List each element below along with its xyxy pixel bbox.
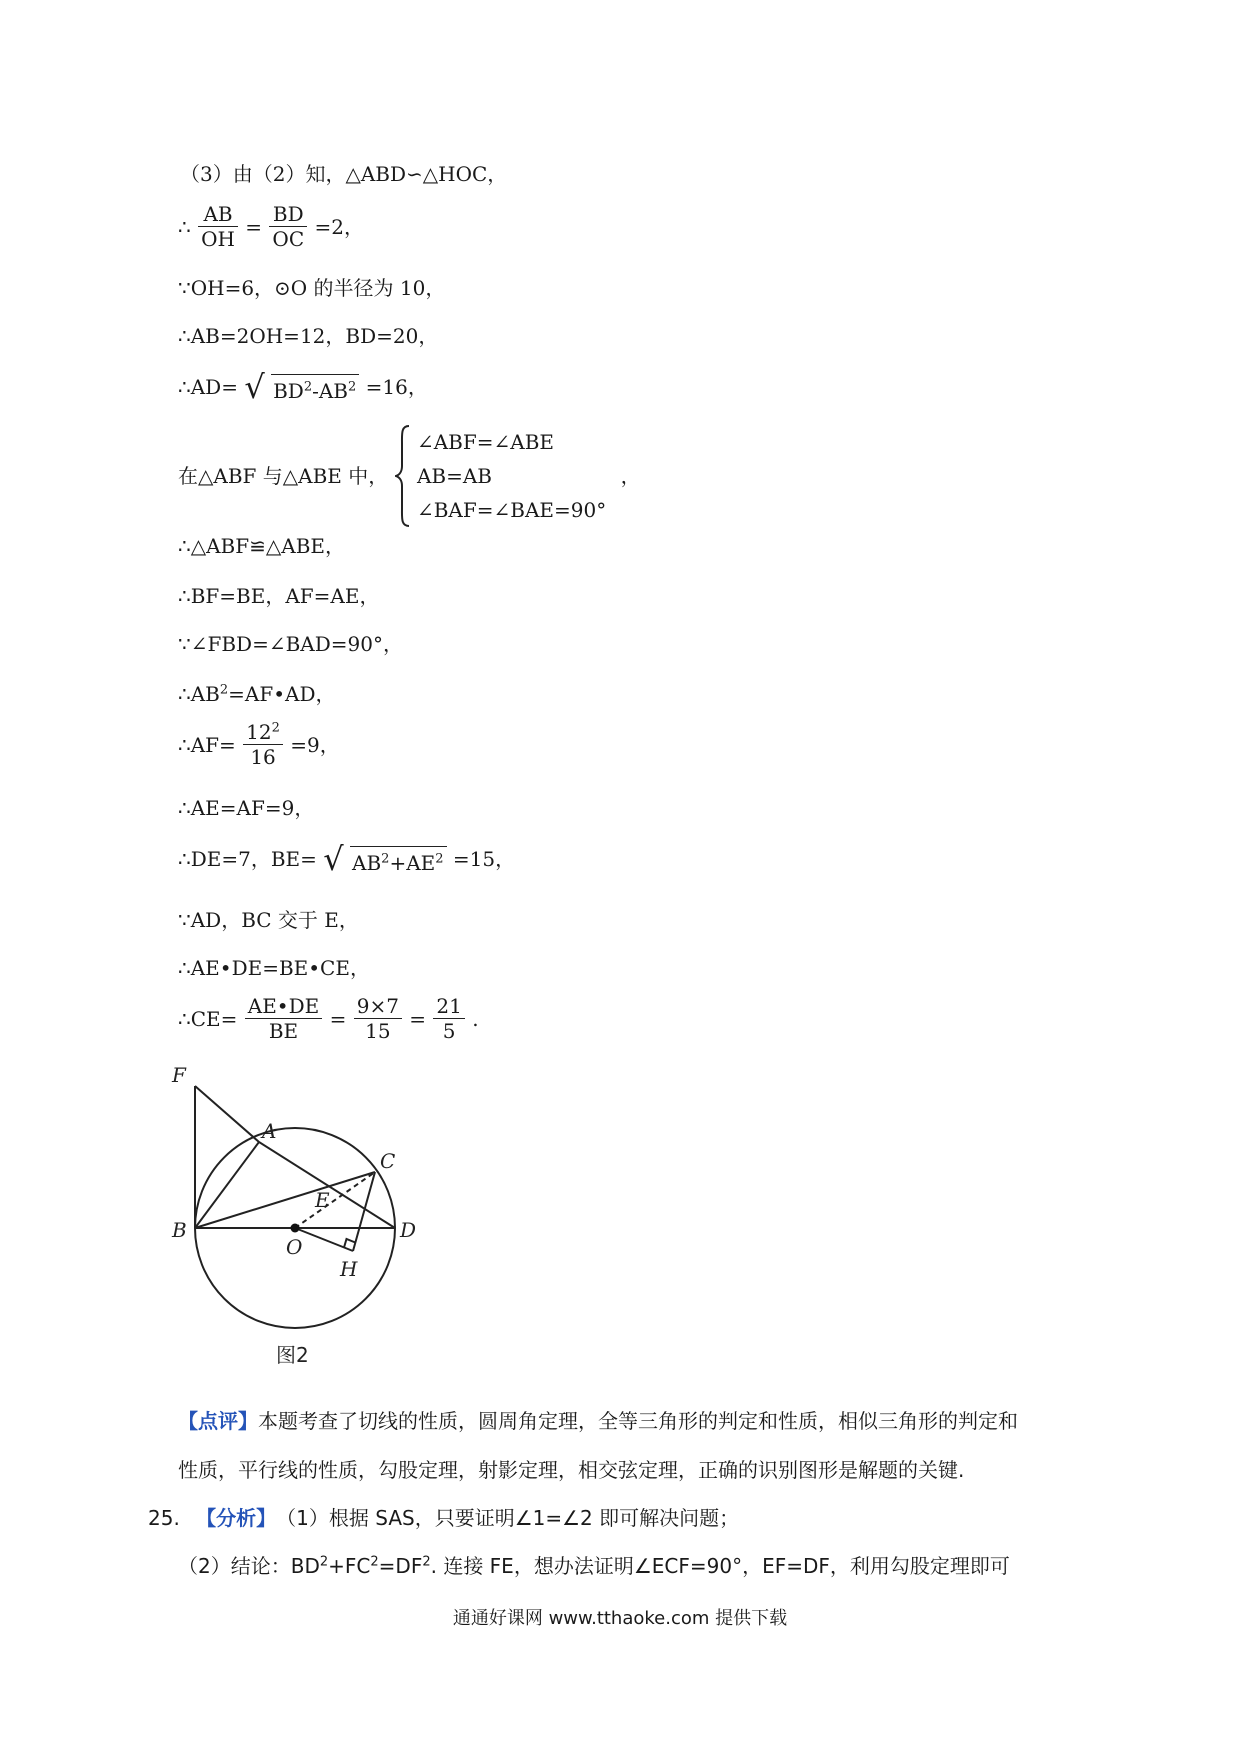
solution-line-13: ∴DE=7，BE= √ $AB^2+AE^2 =15$， <box>178 840 516 878</box>
solution-line-2: ∴ $\frac{AB}{OH}$ = $\frac{BD}{OC}$ =2， <box>178 202 364 251</box>
radical-sign-icon: √ <box>244 368 265 406</box>
label-f: F <box>172 1063 186 1087</box>
label-e: E <box>315 1188 330 1212</box>
segment-ad <box>259 1142 395 1228</box>
solution-line-11: ∴AF= $\frac{12^2}{16}$ =9， <box>178 720 340 769</box>
equation-system: ∠ABF=∠ABE AB=AB ∠BAF=∠BAE=90° <box>416 430 607 522</box>
solution-line-4: ∴AB=2OH=12，BD=20， <box>178 323 439 348</box>
solution-line-16: ∴CE= $\frac{AE•DE}{BE}$ = $\frac{9\times 7}{15}$ = $\frac{21}{5}$ . <box>178 994 479 1043</box>
fraction-12sq-16: $\frac{12^2}{16}$ <box>243 720 283 769</box>
solution-line-14: ∵AD，BC 交于 E， <box>178 907 359 932</box>
solution-line-8: ∴BF=BE，AF=AE， <box>178 583 380 608</box>
center-point-o <box>291 1224 300 1233</box>
analysis-tag: 【分析】 <box>196 1505 277 1530</box>
solution-line-10: $\therefore AB^2=AF•AD$， <box>178 681 336 706</box>
square-root: √ $AB^2+AE^2$ <box>323 842 446 876</box>
segment-ch <box>353 1172 375 1251</box>
fraction-21-5: $\frac{21}{5}$ <box>433 994 464 1043</box>
radical-sign-icon: √ <box>323 840 344 878</box>
fraction-bd-oc: $\frac{BD}{OC}$ <box>269 202 307 251</box>
solution-line-3: ∵OH=6，⊙O 的半径为 10， <box>178 275 446 300</box>
question-number: 25. <box>148 1505 180 1530</box>
geometry-figure <box>170 1062 440 1372</box>
comment-line-2: 性质，平行线的性质，勾股定理，射影定理，相交弦定理，正确的识别图形是解题的关键. <box>178 1457 965 1482</box>
solution-line-1: （3）由（2）知，△ABD∽△HOC， <box>180 161 508 186</box>
figure-caption: 图2 <box>276 1343 309 1367</box>
label-h: H <box>340 1257 358 1281</box>
fraction-9x7-15: $\frac{9\times 7}{15}$ <box>354 994 402 1043</box>
q25-line-2: （2）结论：$BD^2+FC^2=DF^2$. 连接 FE，想办法证明∠ECF=90°，EF=DF，利用勾股定理即可 <box>178 1553 1010 1578</box>
page-footer: 通通好课网 www.tthaoke.com 提供下载 <box>452 1608 788 1629</box>
fraction-ae-de-be: $\frac{AE•DE}{BE}$ <box>245 994 322 1043</box>
solution-line-15: ∴AE•DE=BE•CE， <box>178 955 370 980</box>
segment-fa <box>195 1086 259 1142</box>
left-brace-icon <box>395 424 411 528</box>
label-c: C <box>380 1149 396 1173</box>
label-a: A <box>262 1119 277 1143</box>
fraction-ab-oh: $\frac{AB}{OH}$ <box>198 202 238 251</box>
square-root: √ $BD^2-AB^2$ <box>244 370 359 404</box>
comment-line-1: 【点评】本题考查了切线的性质，圆周角定理，全等三角形的判定和性质，相似三角形的判定和 <box>178 1408 1018 1433</box>
solution-line-9: ∵∠FBD=∠BAD=90°， <box>178 631 403 656</box>
segment-oc-dashed <box>295 1172 375 1228</box>
solution-line-7: ∴△ABF≌△ABE， <box>178 533 346 558</box>
segment-bc <box>195 1172 375 1228</box>
comment-tag: 【点评】 <box>178 1408 258 1433</box>
solution-line-5: ∴AD= √ $BD^2-AB^2 =16$， <box>178 368 428 406</box>
label-b: B <box>172 1218 187 1242</box>
solution-line-12: ∴AE=AF=9， <box>178 795 315 820</box>
q25-line-1: 25. 【分析】（1）根据 SAS，只要证明∠1=∠2 即可解决问题； <box>148 1505 740 1530</box>
label-o: O <box>286 1235 303 1259</box>
solution-line-6: 在△ABF 与△ABE 中， ∠ABF=∠ABE AB=AB ∠BAF=∠BAE=90° ， <box>178 424 1240 528</box>
label-d: D <box>400 1218 417 1242</box>
